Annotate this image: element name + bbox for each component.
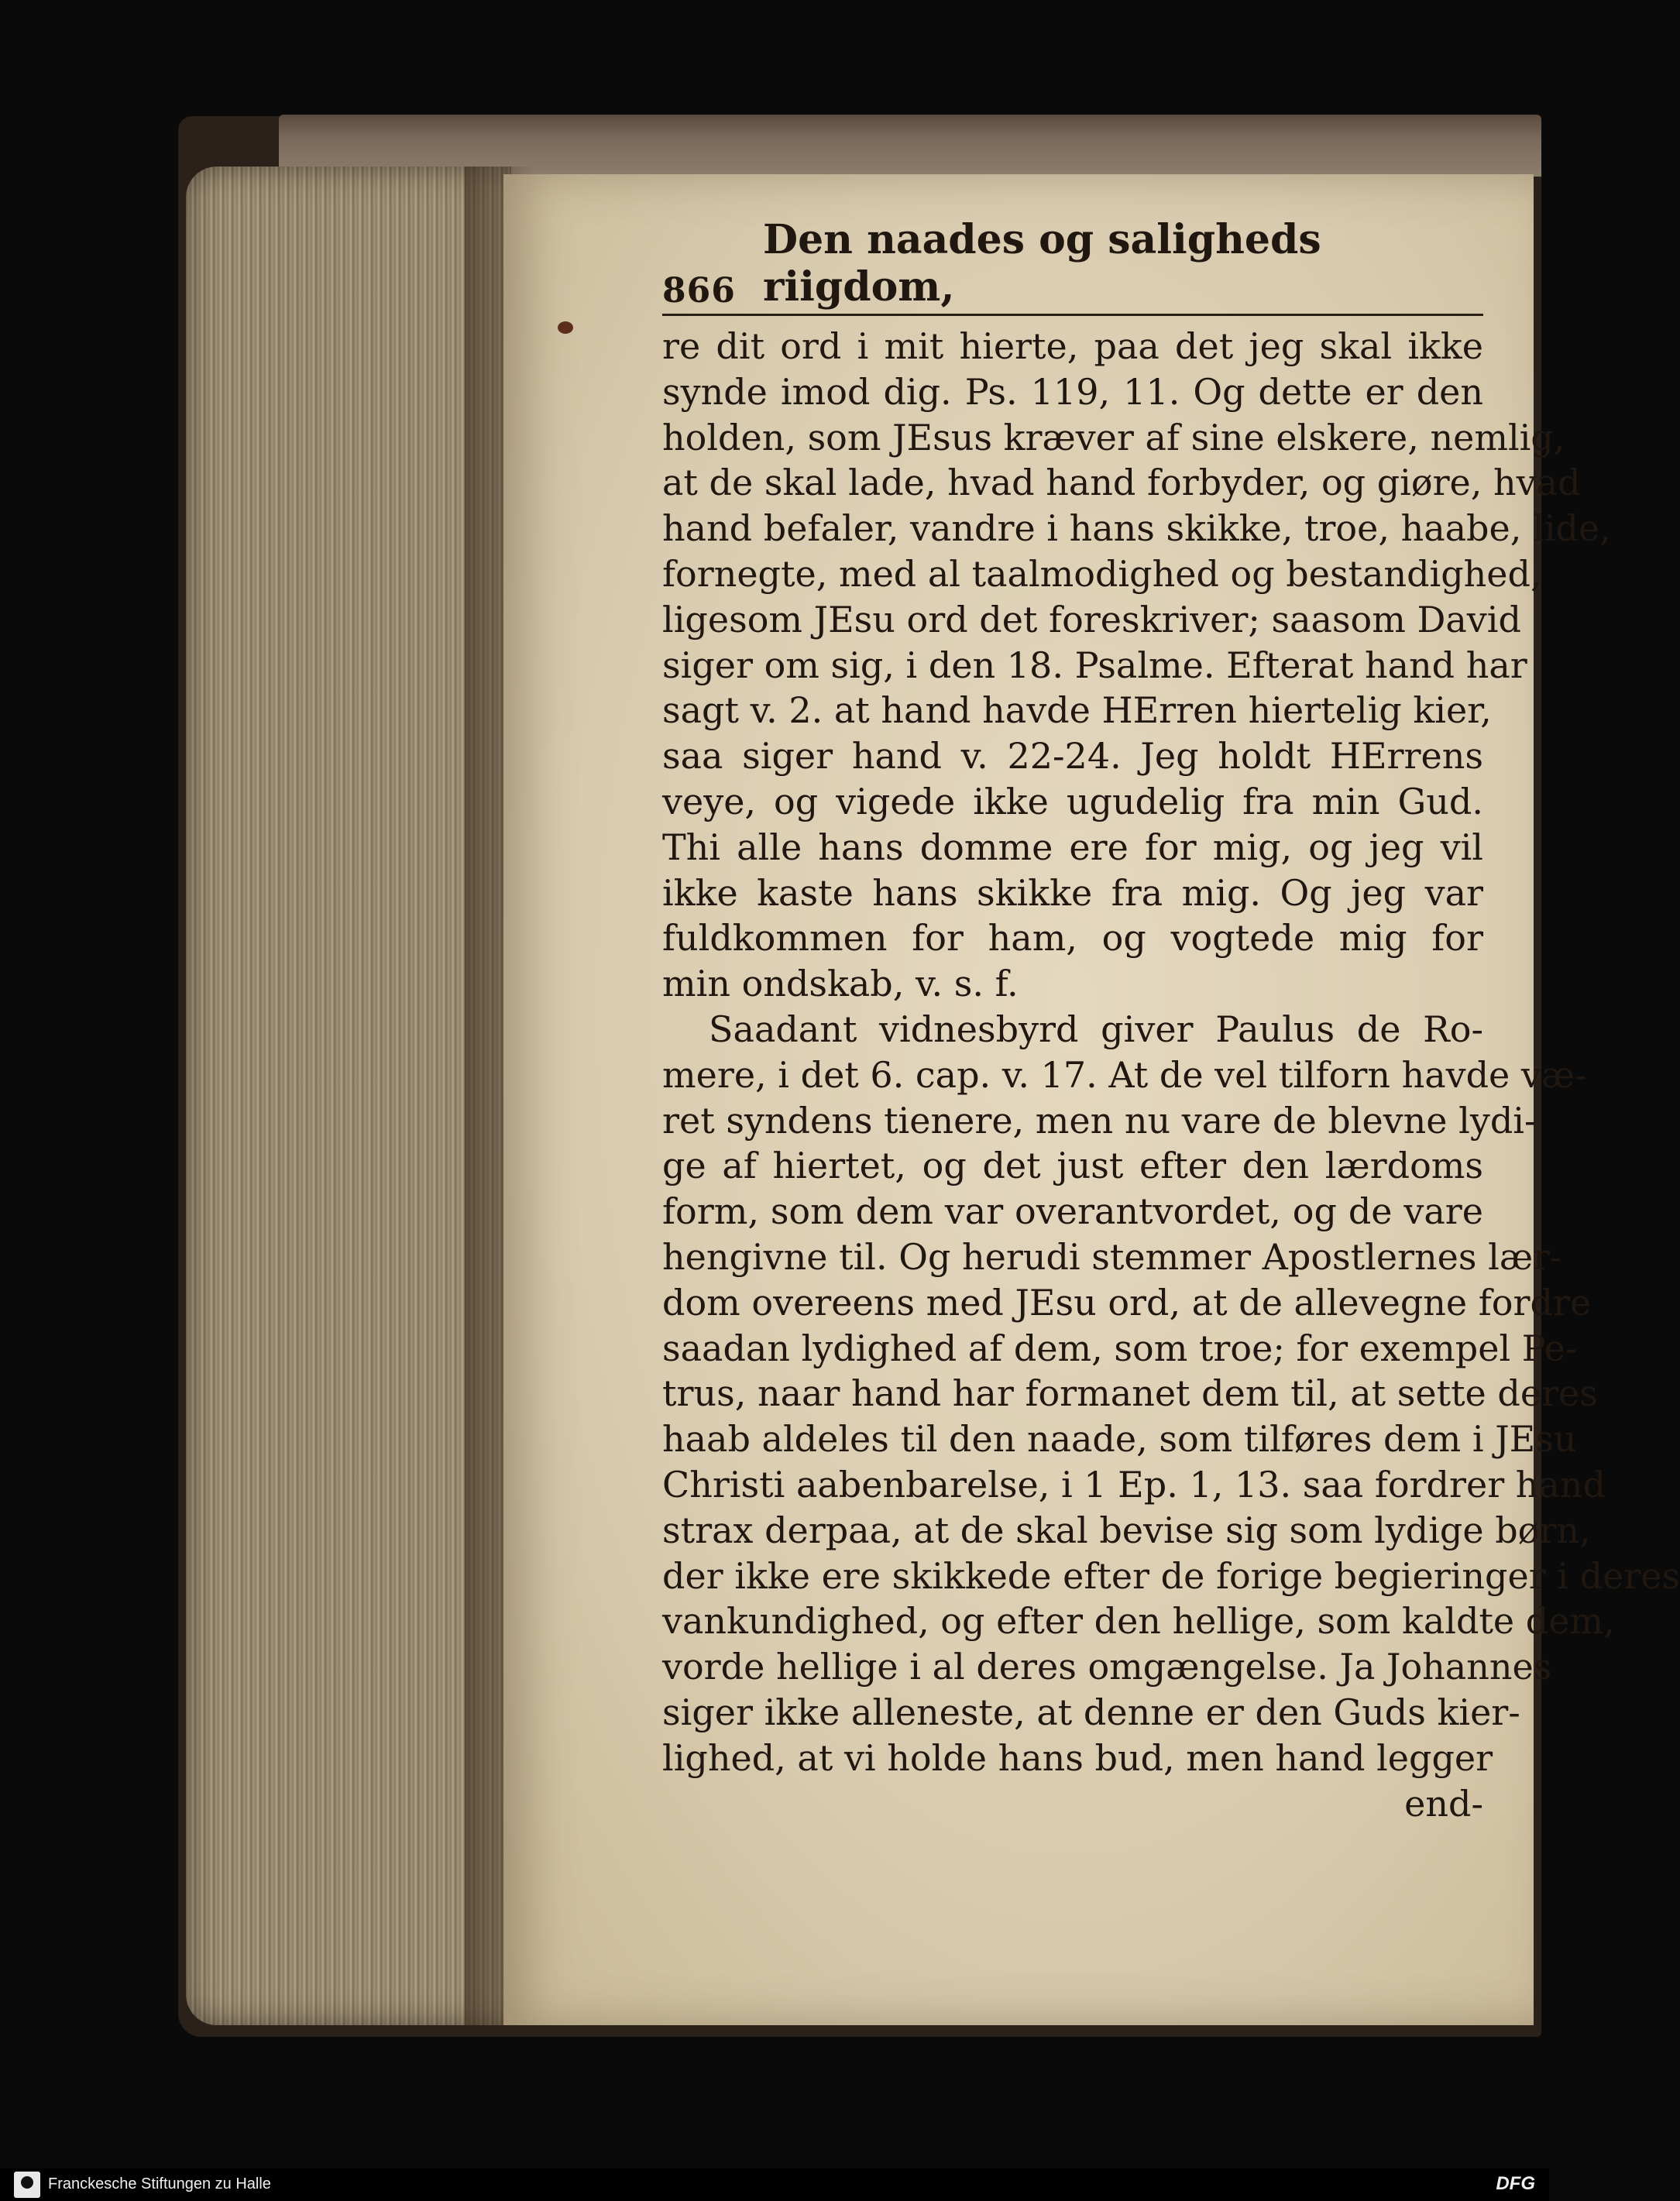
text-line: strax derpaa, at de skal bevise sig som lydige børn, (662, 1509, 1591, 1551)
page-header (662, 216, 1483, 316)
dfg-logo: DFG (1496, 2173, 1535, 2194)
text-line: dom overeens med JEsu ord, at de allevegne fordre (662, 1281, 1592, 1324)
text-line: hengivne til. Og herudi stemmer Apostlernes lær- (662, 1235, 1562, 1278)
page-edges (186, 167, 511, 2025)
page-text-block (662, 216, 1680, 1826)
text-line: mere, i det 6. cap. v. 17. At de vel tilforn havde væ- (662, 1053, 1587, 1096)
institution-logo-icon (14, 2172, 40, 2198)
text-line: veye, og vigede ikke ugudelig fra min Gud. (662, 780, 1483, 822)
text-line: Christi aabenbarelse, i 1 Ep. 1, 13. saa fordrer hand (662, 1463, 1606, 1506)
text-line: hand befaler, vandre i hans skikke, troe, haabe, lide, (662, 507, 1611, 550)
text-line: Saadant vidnesbyrd giver Paulus de Ro- (709, 1008, 1483, 1050)
text-line: fuldkommen for ham, og vogtede mig for (662, 917, 1483, 960)
text-line: min ondskab, v. s. f. (662, 963, 1019, 1005)
body-text (662, 324, 1680, 1781)
text-line: vorde hellige i al deres omgængelse. Ja Johannes (662, 1646, 1552, 1688)
text-line: siger ikke alleneste, at denne er den Guds kier- (662, 1691, 1520, 1733)
text-line: sagt v. 2. at hand havde HErren hiertelig kier, (662, 689, 1492, 732)
text-line: holden, som JEsus kræver af sine elskere, nemlig, (662, 416, 1565, 458)
text-line: trus, naar hand har formanet dem til, at sette deres (662, 1372, 1598, 1415)
text-line: re dit ord i mit hierte, paa det jeg skal ikke (662, 325, 1483, 367)
viewer-footer (0, 2168, 1549, 2201)
text-line: vankundighed, og efter den hellige, som kaldte dem, (662, 1600, 1615, 1643)
text-line: der ikke ere skikkede efter de forige begieringer i deres (662, 1554, 1680, 1597)
catchword-row (662, 1781, 1483, 1827)
text-line: at de skal lade, hvad hand forbyder, og giøre, hvad (662, 462, 1581, 504)
running-title: Den naades og saligheds riigdom, (763, 216, 1321, 311)
catchword: end- (1404, 1782, 1483, 1825)
text-line: synde imod dig. Ps. 119, 11. Og dette er den (662, 370, 1483, 413)
text-line: fornegte, med al taalmodighed og bestandighed, (662, 552, 1542, 595)
institution-name: Franckesche Stiftungen zu Halle (48, 2175, 271, 2192)
page-number: 866 (662, 271, 736, 311)
text-line: siger om sig, i den 18. Psalme. Efterat hand har (662, 644, 1527, 686)
text-line: lighed, at vi holde hans bud, men hand legger (662, 1736, 1493, 1779)
text-line: saa siger hand v. 22-24. Jeg holdt HErrens (662, 735, 1483, 778)
text-line: ge af hiertet, og det just efter den lærdoms (662, 1145, 1483, 1187)
text-line: saadan lydighed af dem, som troe; for exempel Pe- (662, 1327, 1578, 1369)
text-line: Thi alle hans domme ere for mig, og jeg vil (662, 826, 1483, 868)
text-line: ligesom JEsu ord det foreskriver; saasom David (662, 598, 1521, 640)
text-line: ret syndens tienere, men nu vare de blevne lydi- (662, 1099, 1537, 1142)
text-line: ikke kaste hans skikke fra mig. Og jeg var (662, 871, 1483, 914)
paper-stain (558, 321, 573, 334)
text-line: form, som dem var overantvordet, og de vare (662, 1190, 1483, 1233)
text-line: haab aldeles til den naade, som tilføres dem i JEsu (662, 1418, 1577, 1461)
